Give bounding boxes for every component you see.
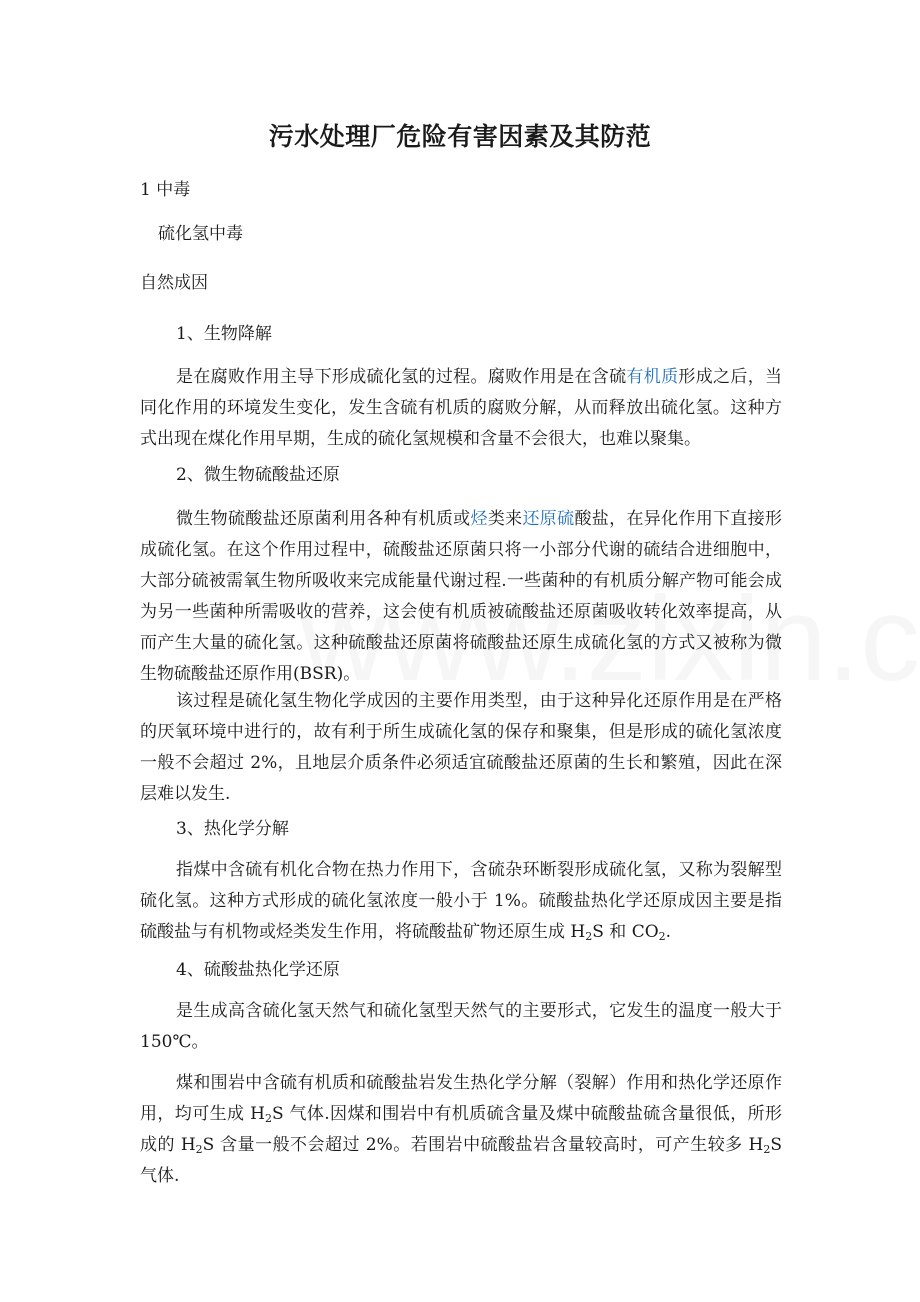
item-1-paragraph (140, 362, 782, 455)
subscript: 2 (658, 930, 666, 943)
text-run: 是在腐败作用主导下形成硫化氢的过程。腐败作用是在含硫 (176, 367, 627, 387)
text-run: 微生物硫酸盐还原菌利用各种有机质或 (176, 509, 471, 529)
subscript: 2 (585, 930, 593, 943)
link-organic-matter[interactable]: 有机质 (626, 367, 679, 387)
heading-natural-causes: 自然成因 (140, 273, 208, 293)
text-run: S 和 CO (592, 922, 659, 942)
item-4-paragraph-a: 是生成高含硫化氢天然气和硫化氢型天然气的主要形式，它发生的温度一般大于 150℃。 (140, 1001, 782, 1052)
item-4-heading: 4、硫酸盐热化学还原 (176, 960, 340, 980)
section-heading-poisoning: 1 中毒 (140, 180, 191, 200)
text-run: 类来 (487, 509, 523, 529)
link-reduction[interactable]: 还原 (522, 509, 558, 529)
item-3-heading: 3、热化学分解 (176, 819, 289, 839)
subscript: 2 (265, 1112, 273, 1125)
text-run: 形成之后，当同化作用的环境发生变化，发生含硫有机质的腐败分解，从而释放出硫化氢。这种方式出现在煤化作用早期，生成的硫化氢规模和含量不会很大，也难以聚集。 (140, 367, 783, 449)
text-run: S 含量一般不会超过 2%。若围岩中硫酸盐岩含量较高时，可产生较多 H (202, 1135, 764, 1155)
item-3-paragraph (140, 855, 782, 948)
text-run: 指煤中含硫有机化合物在热力作用下，含硫杂环断裂形成硫化氢，又称为裂解型硫化氢。这种方式形成的硫化氢浓度一般小于 1%。硫酸盐热化学还原成因主要是指硫酸盐与有机物或烃类发生作用，将硫酸盐矿物还原生成 H (140, 860, 782, 942)
document-title: 污水处理厂危险有害因素及其防范 (268, 122, 652, 151)
link-hydrocarbon[interactable]: 烃 (470, 509, 488, 529)
text-run: . (665, 922, 672, 942)
item-2-paragraph-b: 该过程是硫化氢生物化学成因的主要作用类型，由于这种异化还原作用是在严格的厌氧环境中进行的，故有利于所生成硫化氢的保存和聚集，但是形成的硫化氢浓度一般不会超过 2%，且地层介质条件必须适宜硫酸盐还原菌的生长和繁殖，因此在深层难以发生. (140, 691, 782, 804)
subscript: 2 (763, 1143, 771, 1156)
item-2-paragraph (140, 504, 782, 690)
text-run: S 气体.因煤和围岩中有机质硫含量及煤中硫酸盐硫含量很低，所形成的 H (140, 1104, 782, 1155)
item-1-heading: 1、生物降解 (176, 324, 272, 344)
item-4-paragraph-b (140, 1068, 782, 1192)
text-run: S 气体. (140, 1135, 782, 1186)
subscript: 2 (195, 1143, 203, 1156)
text-run: 煤和围岩中含硫有机质和硫酸盐岩发生热化学分解（裂解）作用和热化学还原作用，均可生成 H (140, 1073, 782, 1124)
item-2-heading: 2、微生物硫酸盐还原 (176, 465, 340, 485)
text-run: 酸盐，在异化作用下直接形成硫化氢。在这个作用过程中，硫酸盐还原菌只将一小部分代谢的硫结合进细胞中，大部分硫被需氧生物所吸收来完成能量代谢过程.一些菌种的有机质分解产物可能会成为另一些菌种所需吸收的营养，这会使有机质被硫酸盐还原菌吸收转化效率提高，从而产生大量的硫化氢。这种硫酸盐还原菌将硫酸盐还原生成硫化氢的方式又被称为微生物硫酸盐还原作用(BSR)。 (140, 509, 783, 684)
link-sulfur[interactable]: 硫 (557, 509, 575, 529)
subsection-heading-h2s: 硫化氢中毒 (158, 224, 243, 244)
